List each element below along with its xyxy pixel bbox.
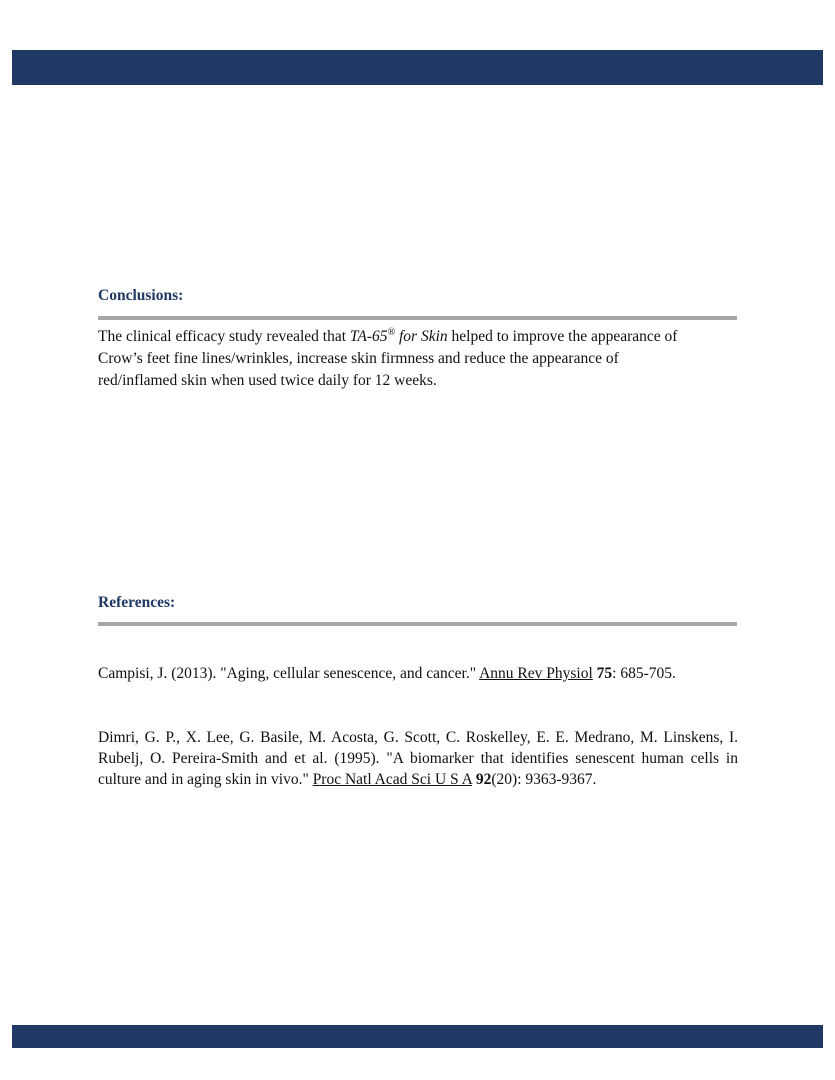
trademark-symbol: ®	[387, 326, 396, 338]
references-heading: References:	[98, 594, 176, 611]
conclusions-line-2: Crow’s feet fine lines/wrinkles, increase skin firmness and reduce the appearance of	[98, 350, 619, 367]
footer-band	[12, 1025, 823, 1048]
reference-volume: 75	[596, 665, 613, 682]
header-band	[12, 50, 823, 85]
reference-journal-link[interactable]: Annu Rev Physiol	[479, 665, 593, 682]
reference-item-1: Campisi, J. (2013). "Aging, cellular senescence, and cancer." Annu Rev Physiol 75: 685-705.	[98, 665, 676, 682]
conclusions-line-1: The clinical efficacy study revealed that TA-65® for Skin helped to improve the appearance of	[98, 326, 678, 345]
conclusions-paragraph	[98, 326, 748, 392]
reference-volume: 92	[475, 771, 492, 788]
product-name: TA-65® for Skin	[349, 326, 448, 345]
reference-item-2: Dimri, G. P., X. Lee, G. Basile, M. Acosta, G. Scott, C. Roskelley, E. E. Medrano, M. Linskens, I. Rubelj, O. Pereira-Smith and et al. (1995). "A biomarker that identifies senescent human cells in culture and in aging skin in vivo." Proc Natl Acad Sci U S A 92(20): 9363-9367.	[98, 729, 738, 788]
conclusions-divider	[98, 316, 737, 320]
conclusions-heading: Conclusions:	[98, 287, 184, 304]
references-divider	[98, 622, 737, 626]
reference-journal-link[interactable]: Proc Natl Acad Sci U S A	[312, 771, 472, 788]
conclusions-line-3: red/inflamed skin when used twice daily for 12 weeks.	[98, 372, 437, 389]
